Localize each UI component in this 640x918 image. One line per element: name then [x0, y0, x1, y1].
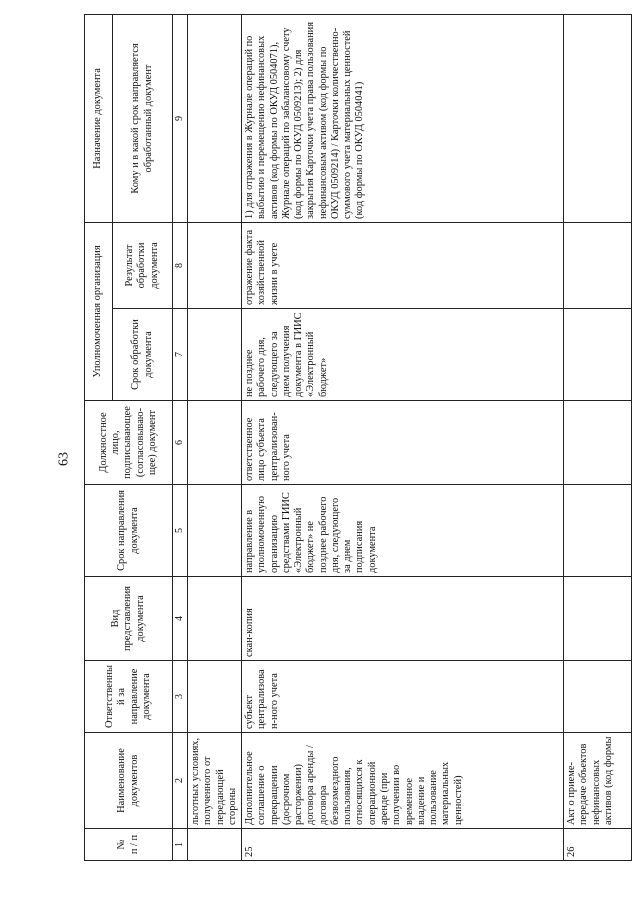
- cell-empty: [188, 14, 242, 222]
- column-index-row: [173, 14, 188, 860]
- table-row: [564, 14, 632, 860]
- cell-responsible: [564, 661, 632, 733]
- header-num: № п / п: [85, 829, 173, 861]
- page-number: 63: [56, 452, 72, 466]
- index-cell: 5: [173, 485, 188, 577]
- index-cell: 4: [173, 577, 188, 661]
- cell-empty: [188, 485, 242, 577]
- header-org-group: Уполномоченная организация: [85, 222, 113, 400]
- index-cell: 7: [173, 309, 188, 401]
- cell-official: [564, 401, 632, 485]
- index-cell: 9: [173, 14, 188, 222]
- cell-purpose: 1) для отражения в Журнале операций по выбытию и перемещению нефинансовых активов (код формы по ОКУД 0504071), Журнале операций по забалансовому счету (код формы по ОКУД 0509213); 2) для закрытия Карточки учета права пользования нефинансовым активом (код формы по ОКУД 0509214) / Карточки количественно-суммового учета материальных ценностей (код формы по ОКУД 0504041): [242, 14, 564, 222]
- header-org-result: Результат обработки документа: [113, 222, 173, 308]
- cell-empty: [188, 309, 242, 401]
- cell-official: ответственное лицо субъекта централизован-ного учета: [242, 401, 564, 485]
- table-row: [242, 14, 564, 860]
- cell-empty: [188, 829, 242, 861]
- header-purpose: Кому и в какой срок направляется обработанный документ: [113, 14, 173, 222]
- cell-num: 25: [242, 829, 564, 861]
- cell-name: льготных условиях, полученного от передающей стороны: [188, 733, 242, 829]
- cell-empty: [188, 401, 242, 485]
- cell-responsible: субъект централизован-ного учета: [242, 661, 564, 733]
- header-responsible: Ответственный за направление документа: [85, 661, 173, 733]
- cell-name: Дополнительное соглашение о прекращении (досрочном расторжении) договора аренды / договора безвозмездного пользования, относящихся к операционной аренде (при получении во временное владение и пользование материальных ценностей): [242, 733, 564, 829]
- cell-org-result: отражение факта хозяйственной жизни в учете: [242, 222, 564, 308]
- rotated-table-wrapper: [84, 15, 632, 861]
- header-org-deadline: Срок обработки документа: [113, 309, 173, 401]
- cell-org-deadline: [564, 309, 632, 401]
- table-row-continued: [188, 14, 242, 860]
- cell-org-deadline: не позднее рабочего дня, следующего за днем получения документа в ГИИС «Электронный бюджет»: [242, 309, 564, 401]
- cell-deadline: направление в уполномоченную организацию средствами ГИИС «Электронный бюджет» не позднее рабочего дня, следующего за днем подписания документа: [242, 485, 564, 577]
- header-form: Вид представления документа: [85, 577, 173, 661]
- index-cell: 1: [173, 829, 188, 861]
- cell-num: 26: [564, 829, 632, 861]
- cell-name: Акт о приеме-передаче объектов нефинансовых активов (код формы: [564, 733, 632, 829]
- cell-deadline: [564, 485, 632, 577]
- header-deadline: Срок направления документа: [85, 485, 173, 577]
- cell-purpose: [564, 14, 632, 222]
- index-cell: 2: [173, 733, 188, 829]
- cell-form: [564, 577, 632, 661]
- cell-empty: [188, 577, 242, 661]
- document-flow-table: [84, 14, 632, 861]
- index-cell: 3: [173, 661, 188, 733]
- cell-org-result: [564, 222, 632, 308]
- cell-form: скан-копия: [242, 577, 564, 661]
- header-official: Должностное лицо, подписывающее (согласовываю-щее) документ: [85, 401, 173, 485]
- header-purpose-group: Назначение документа: [85, 14, 113, 222]
- cell-empty: [188, 222, 242, 308]
- cell-empty: [188, 661, 242, 733]
- index-cell: 8: [173, 222, 188, 308]
- header-name: Наименование документов: [85, 733, 173, 829]
- index-cell: 6: [173, 401, 188, 485]
